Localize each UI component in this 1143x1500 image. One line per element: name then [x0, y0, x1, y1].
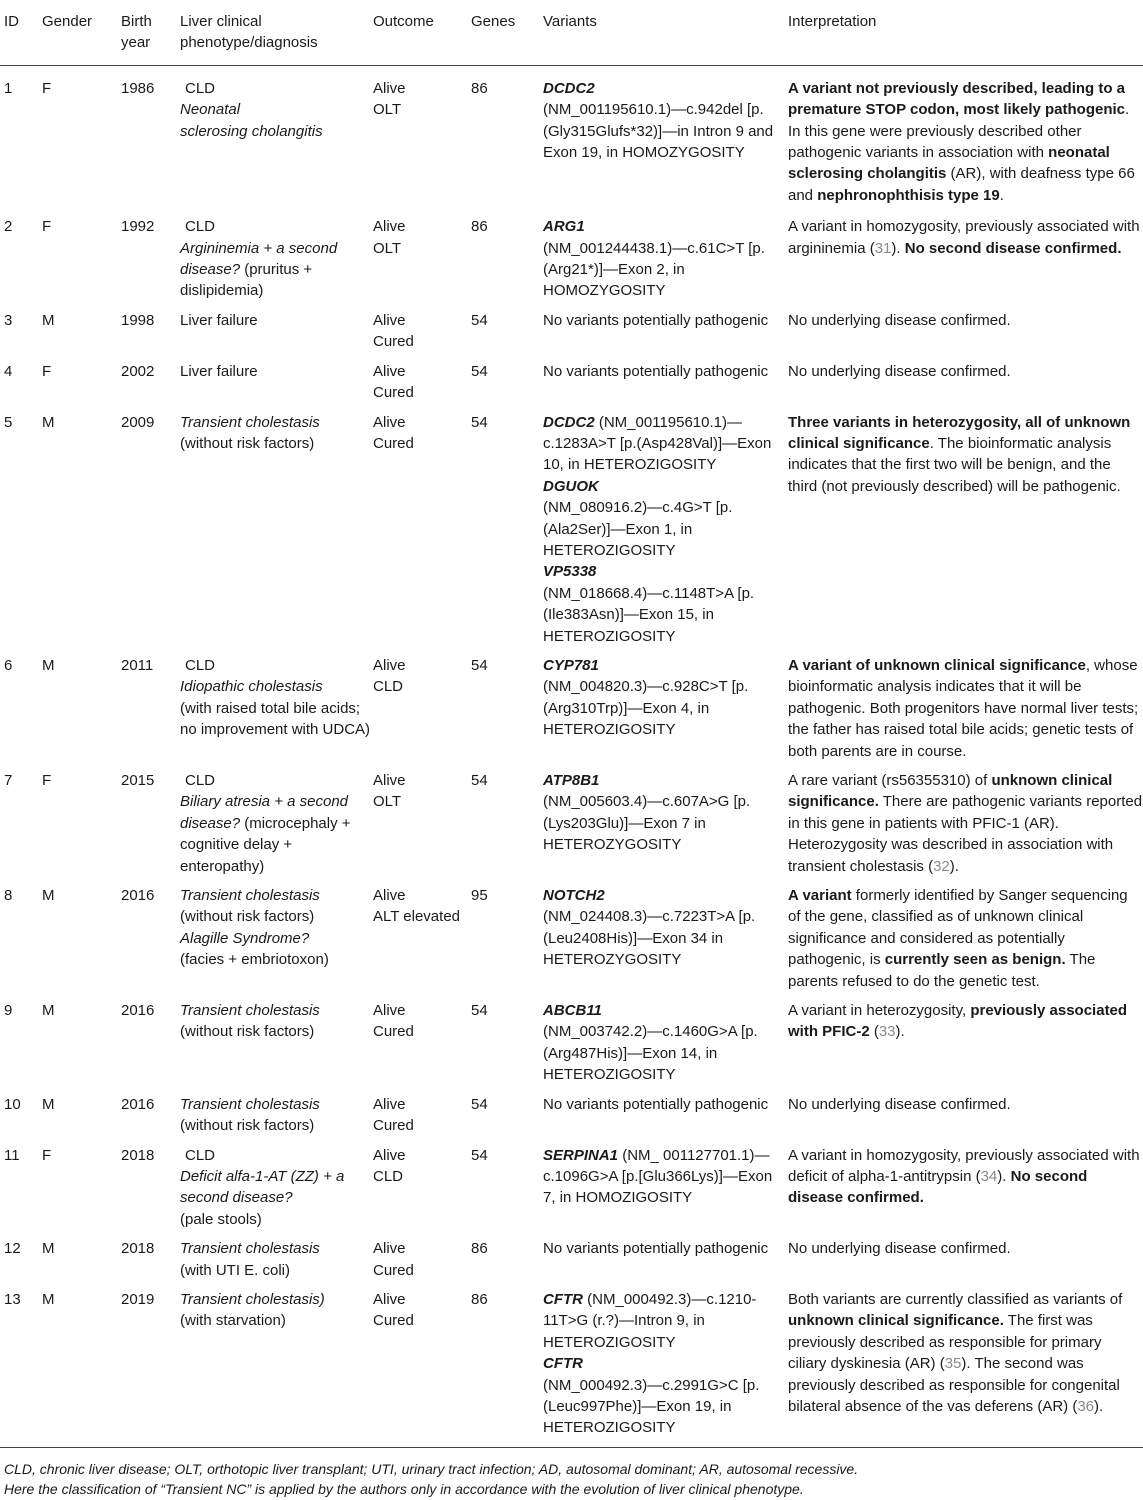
outcome-line: Alive	[373, 1290, 406, 1308]
cell-outcome	[373, 355, 471, 406]
cell-id: 7	[4, 772, 13, 789]
table-row	[0, 304, 1143, 355]
cell-genes: 86	[471, 1290, 488, 1308]
outcome-line: Alive	[373, 887, 406, 905]
reference-link[interactable]: 36	[1077, 1397, 1095, 1415]
cell-interpretation	[788, 1139, 1143, 1233]
interp-text: . In this gene were previously described other pathogenic variants in association with	[788, 101, 1130, 162]
cell-genes: 86	[471, 218, 488, 236]
variant-detail: (NM_003742.2)—c.1460G>A [p.(Arg487His)]—Exon 14, in HETEROZIGOSITY	[543, 1023, 758, 1084]
gene-symbol: ARG1	[543, 218, 585, 236]
gene-symbol: DCDC2	[543, 79, 595, 97]
cell-gender: F	[42, 772, 52, 789]
cell-id: 10	[4, 1095, 21, 1113]
table-row	[0, 764, 1143, 879]
variant-detail: (NM_018668.4)—c.1148T>A [p.(Ile383Asn)]—Exon 15, in HETEROZIGOSITY	[543, 584, 755, 645]
phenotype-line: Liver failure	[180, 311, 258, 329]
cell-variants	[543, 210, 788, 304]
cell-birth-year: 2019	[121, 1290, 155, 1308]
outcome-line: OLT	[373, 793, 402, 811]
table-row	[0, 406, 1143, 649]
interp-bold: nephronophthisis type 19	[817, 186, 1000, 204]
header-birth-year: Birth year	[121, 13, 152, 52]
cell-birth-year: 2015	[121, 772, 155, 789]
interp-text: , whose bioinformatic analysis indicates that it will be pathogenic. Both progenitors have normal liver tests; the father has raised total bile acids; genetic tests of both parents are in course.	[788, 656, 1139, 760]
cell-variants	[543, 65, 788, 210]
outcome-line: ALT elevated	[373, 908, 461, 926]
gene-symbol: NOTCH2	[543, 887, 605, 905]
phenotype-line: (microcephaly + cognitive delay + enteropathy)	[180, 814, 351, 875]
cell-variants	[543, 764, 788, 879]
cell-outcome	[373, 304, 471, 355]
cell-interpretation: No underlying disease confirmed.	[788, 1240, 1011, 1258]
outcome-line: Cured	[373, 434, 414, 452]
cell-outcome	[373, 210, 471, 304]
gene-symbol: CYP781	[543, 656, 599, 674]
phenotype-line: (without risk factors)	[180, 1117, 315, 1135]
cell-variants: No variants potentially pathogenic	[543, 311, 769, 329]
header-genes: Genes	[471, 13, 516, 30]
interp-text: The parents refused to do the genetic test.	[788, 951, 1096, 990]
cell-interpretation	[788, 65, 1143, 210]
cell-interpretation: No underlying disease confirmed.	[788, 311, 1011, 329]
interp-text: formerly identified by Sanger sequencing of the gene, classified as of unknown clinical significance and considered as potentially pathogenic, is	[788, 887, 1128, 969]
cell-gender: F	[42, 362, 52, 380]
cell-variants	[543, 994, 788, 1088]
cell-interpretation: No underlying disease confirmed.	[788, 1095, 1011, 1113]
interp-text: ). The second was previously described as responsible for congenital bilateral absence of the vas deferens (AR) (	[788, 1355, 1120, 1415]
interp-text: ).	[891, 239, 905, 257]
header-interpretation: Interpretation	[788, 13, 877, 30]
cell-id: 11	[4, 1146, 20, 1164]
cell-interpretation	[788, 406, 1143, 649]
cell-id: 4	[4, 362, 13, 380]
cell-variants	[543, 879, 788, 994]
cell-id: 5	[4, 413, 13, 431]
table-row	[0, 65, 1143, 210]
cell-variants	[543, 649, 788, 764]
outcome-line: Alive	[373, 656, 406, 674]
interp-text: (	[869, 1023, 879, 1041]
cell-id: 2	[4, 218, 13, 236]
cell-id: 12	[4, 1240, 21, 1258]
table-row	[0, 994, 1143, 1088]
phenotype-line: sclerosing cholangitis	[180, 122, 323, 140]
interp-bold: A variant not previously described, leading to a premature STOP codon, most likely pathogenic	[788, 79, 1126, 119]
phenotype-line: (with raised total bile acids; no improvement with UDCA)	[180, 699, 371, 739]
gene-symbol: CFTR	[543, 1290, 583, 1308]
cell-gender: M	[42, 1095, 55, 1113]
phenotype-line: Transient cholestasis	[180, 1002, 320, 1020]
reference-link[interactable]: 31	[874, 239, 892, 257]
phenotype-line: Transient cholestasis	[180, 1240, 320, 1258]
interp-bold: No second disease confirmed.	[904, 239, 1122, 257]
header-id: ID	[4, 13, 19, 30]
cell-gender: M	[42, 1240, 55, 1258]
cell-variants	[543, 1283, 788, 1447]
outcome-line: OLT	[373, 239, 402, 257]
interp-text: There are pathogenic variants reported in this gene in patients with PFIC-1 (AR). Heterozygosity was described in association with transient cholestasis (	[788, 793, 1143, 875]
cell-birth-year: 2009	[121, 413, 155, 431]
cell-interpretation	[788, 210, 1143, 304]
interp-text: ).	[949, 857, 959, 875]
cell-phenotype	[180, 1088, 373, 1139]
header-gender: Gender	[42, 13, 93, 30]
cell-genes: 54	[471, 362, 488, 380]
header-row	[0, 0, 1143, 65]
interp-text: A rare variant (rs56355310) of	[788, 772, 992, 789]
variant-detail: (NM_024408.3)—c.7223T>A [p.(Leu2408His)]—Exon 34 in HETEROZYGOSITY	[543, 908, 756, 969]
cell-birth-year: 2018	[121, 1240, 155, 1258]
cell-outcome	[373, 879, 471, 994]
cell-outcome	[373, 649, 471, 764]
outcome-line: OLT	[373, 101, 402, 119]
cell-gender: M	[42, 887, 55, 905]
table-row	[0, 1232, 1143, 1283]
interp-text: A variant in homozygosity, previously associated with argininemia (	[788, 218, 1140, 257]
cell-interpretation: No underlying disease confirmed.	[788, 362, 1011, 380]
variant-detail: (NM_ 001127701.1)—c.1096G>A [p.[Glu366Lys)]—Exon 7, in HOMOZIGOSITY	[543, 1146, 773, 1207]
table-row	[0, 355, 1143, 406]
variant-detail: (NM_001244438.1)—c.61C>T [p.(Arg21*)]—Exon 2, in HOMOZYGOSITY	[543, 239, 765, 300]
cell-variants: No variants potentially pathogenic	[543, 1095, 769, 1113]
variant-detail: (NM_001195610.1)—c.1283A>T [p.(Asp428Val)]—Exon 10, in HETEROZIGOSITY	[543, 413, 772, 474]
reference-link[interactable]: 35	[944, 1355, 962, 1373]
footnote-abbreviations: CLD, chronic liver disease; OLT, orthotopic liver transplant; UTI, urinary tract infection; AD, autosomal dominant; AR, autosomal recessive.	[4, 1460, 859, 1477]
phenotype-line: (with UTI E. coli)	[180, 1261, 291, 1279]
cell-outcome	[373, 1232, 471, 1283]
reference-link[interactable]: 32	[933, 857, 950, 875]
cell-genes: 54	[471, 772, 488, 789]
phenotype-line: Transient cholestasis	[180, 1095, 320, 1113]
table-row	[0, 1139, 1143, 1233]
phenotype-line: CLD	[185, 1146, 216, 1164]
variant-detail: (NM_001195610.1)—c.942del [p. (Gly315Glufs*32)]—in Intron 9 and Exon 19, in HOMOZYGOSITY	[543, 101, 774, 162]
cell-phenotype	[180, 65, 373, 210]
phenotype-line: Liver failure	[180, 362, 258, 380]
outcome-line: Alive	[373, 1002, 406, 1020]
table-row	[0, 1283, 1143, 1447]
cell-outcome	[373, 1139, 471, 1233]
outcome-line: Cured	[373, 1117, 414, 1135]
cell-gender: M	[42, 656, 55, 674]
reference-link[interactable]: 33	[878, 1023, 896, 1041]
cell-phenotype	[180, 764, 373, 879]
gene-symbol: DGUOK	[543, 477, 599, 495]
interp-text: . The bioinformatic analysis indicates that the first two will be benign, and the third (not previously described) will be pathogenic.	[788, 434, 1121, 495]
phenotype-line: CLD	[185, 656, 216, 674]
cell-gender: M	[42, 1290, 55, 1308]
cell-gender: F	[42, 1146, 52, 1164]
phenotype-line: Deficit alfa-1-AT (ZZ) + a second disease?	[180, 1167, 345, 1207]
outcome-line: Alive	[373, 362, 406, 380]
cell-variants	[543, 406, 788, 649]
cell-interpretation	[788, 879, 1143, 994]
phenotype-line: Biliary atresia + a second disease?	[180, 793, 349, 832]
cell-id: 1	[4, 79, 13, 97]
interp-bold: neonatal sclerosing cholangitis	[788, 144, 1110, 183]
cell-phenotype	[180, 1283, 373, 1447]
cell-outcome	[373, 764, 471, 879]
variant-detail: (NM_004820.3)—c.928C>T [p.(Arg310Trp)]—Exon 4, in HETEROZIGOSITY	[543, 678, 749, 739]
interp-bold: unknown clinical significance.	[788, 772, 1113, 811]
outcome-line: Alive	[373, 218, 406, 236]
table-header	[0, 0, 1143, 65]
cell-phenotype	[180, 406, 373, 649]
table-row	[0, 1088, 1143, 1139]
interp-text: A variant in heterozygosity,	[788, 1002, 971, 1020]
variant-detail: (NM_080916.2)—c.4G>T [p.(Ala2Ser)]—Exon 1, in HETEROZIGOSITY	[543, 499, 733, 559]
outcome-line: Alive	[373, 1095, 406, 1113]
cell-outcome	[373, 1088, 471, 1139]
phenotype-line: Transient cholestasis	[180, 413, 320, 431]
outcome-line: Cured	[373, 1312, 414, 1330]
outcome-line: CLD	[373, 1167, 404, 1185]
interp-text: The first was previously described as responsible for primary ciliary dyskinesia (AR) (	[788, 1312, 1102, 1373]
cell-genes: 54	[471, 311, 488, 329]
cell-id: 3	[4, 311, 13, 329]
cell-phenotype	[180, 649, 373, 764]
cell-genes: 54	[471, 1146, 488, 1164]
gene-symbol: ATP8B1	[543, 772, 600, 789]
cell-id: 13	[4, 1290, 21, 1308]
phenotype-line: Transient cholestasis)	[180, 1290, 325, 1308]
interp-text: ).	[997, 1167, 1011, 1185]
cell-birth-year: 1998	[121, 311, 155, 329]
table-row	[0, 210, 1143, 304]
interp-text: A variant in homozygosity, previously associated with deficit of alpha-1-antitrypsin (	[788, 1146, 1140, 1185]
cell-variants	[543, 1139, 788, 1233]
cell-interpretation	[788, 764, 1143, 879]
variant-detail: (NM_000492.3)—c.1210-11T>G (r.?)—Intron 9, in HETEROZIGOSITY	[543, 1290, 757, 1351]
outcome-line: Cured	[373, 384, 414, 402]
cell-birth-year: 2016	[121, 887, 155, 905]
gene-symbol: VP5338	[543, 563, 597, 581]
cell-gender: F	[42, 79, 52, 97]
cell-birth-year: 2018	[121, 1146, 155, 1164]
cell-genes: 54	[471, 413, 488, 431]
interp-bold: unknown clinical significance.	[788, 1312, 1004, 1330]
phenotype-line: (pale stools)	[180, 1210, 262, 1228]
phenotype-line: (without risk factors)	[180, 908, 315, 926]
cell-outcome	[373, 1283, 471, 1447]
cell-genes: 95	[471, 887, 488, 905]
interp-text: ).	[1094, 1397, 1104, 1415]
cell-birth-year: 1986	[121, 79, 155, 97]
cell-phenotype	[180, 879, 373, 994]
cell-interpretation	[788, 994, 1143, 1088]
gene-symbol: CFTR	[543, 1355, 583, 1373]
phenotype-line: (without risk factors)	[180, 434, 315, 452]
gene-symbol: DCDC2	[543, 413, 595, 431]
cell-phenotype	[180, 304, 373, 355]
cell-gender: F	[42, 218, 52, 236]
outcome-line: Alive	[373, 1146, 406, 1164]
interp-bold: A variant of unknown clinical significance	[788, 656, 1086, 674]
interp-bold: currently seen as benign.	[884, 951, 1066, 969]
interp-bold: A variant	[788, 887, 852, 905]
phenotype-line: (without risk factors)	[180, 1023, 315, 1041]
cell-phenotype	[180, 355, 373, 406]
interp-bold: Three variants in heterozygosity, all of unknown clinical significance	[788, 413, 1131, 452]
outcome-line: Alive	[373, 413, 406, 431]
outcome-line: CLD	[373, 678, 404, 696]
phenotype-line: Neonatal	[180, 101, 241, 119]
phenotype-line: (pruritus + dislipidemia)	[180, 261, 313, 300]
phenotype-line: CLD	[185, 772, 216, 789]
header-phenotype: Liver clinical phenotype/diagnosis	[180, 13, 318, 52]
cell-genes: 54	[471, 656, 488, 674]
interp-text: ).	[895, 1023, 905, 1041]
phenotype-line: (with starvation)	[180, 1312, 286, 1330]
cell-id: 6	[4, 656, 13, 674]
header-outcome: Outcome	[373, 13, 434, 30]
interp-text: (AR), with deafness type 66 and	[788, 165, 1135, 204]
table-body	[0, 65, 1143, 1447]
cell-birth-year: 2016	[121, 1002, 155, 1020]
interp-text: .	[999, 186, 1004, 204]
outcome-line: Cured	[373, 333, 414, 351]
footnote-classification: Here the classification of “Transient NC” is applied by the authors only in accordance with the evolution of liver clinical phenotype.	[4, 1481, 804, 1498]
cell-variants: No variants potentially pathogenic	[543, 362, 769, 380]
cell-gender: M	[42, 311, 55, 329]
gene-symbol: ABCB11	[543, 1002, 602, 1020]
outcome-line: Alive	[373, 79, 406, 97]
phenotype-line: Idiopathic cholestasis	[180, 678, 323, 696]
phenotype-line: Argininemia + a second disease?	[180, 239, 338, 279]
cell-genes: 54	[471, 1095, 488, 1113]
cell-genes: 86	[471, 79, 488, 97]
cell-outcome	[373, 994, 471, 1088]
cell-gender: M	[42, 413, 55, 431]
phenotype-line: CLD	[185, 218, 216, 236]
cell-genes: 54	[471, 1002, 488, 1020]
cell-gender: M	[42, 1002, 55, 1020]
interp-bold: No second disease confirmed.	[788, 1167, 1088, 1207]
cell-phenotype	[180, 994, 373, 1088]
outcome-line: Cured	[373, 1261, 414, 1279]
cell-id: 9	[4, 1002, 13, 1020]
cell-birth-year: 2011	[121, 656, 154, 674]
table-footnotes	[0, 1448, 1143, 1500]
cell-interpretation	[788, 1283, 1143, 1447]
table-row	[0, 649, 1143, 764]
phenotype-line: (facies + embriotoxon)	[180, 951, 329, 969]
variant-detail: (NM_005603.4)—c.607A>G [p.(Lys203Glu)]—Exon 7 in HETEROZYGOSITY	[543, 793, 751, 854]
phenotype-line: Alagille Syndrome?	[180, 929, 310, 947]
outcome-line: Alive	[373, 311, 406, 329]
cell-birth-year: 1992	[121, 218, 155, 236]
cell-genes: 86	[471, 1240, 488, 1258]
outcome-line: Cured	[373, 1023, 414, 1041]
phenotype-line: Transient cholestasis	[180, 887, 320, 905]
cell-birth-year: 2016	[121, 1095, 155, 1113]
cell-id: 8	[4, 887, 13, 905]
cell-variants: No variants potentially pathogenic	[543, 1240, 769, 1258]
cell-phenotype	[180, 1139, 373, 1233]
reference-link[interactable]: 34	[980, 1167, 998, 1185]
cell-birth-year: 2002	[121, 362, 155, 380]
interp-text: Both variants are currently classified as variants of	[788, 1290, 1123, 1308]
gene-symbol: SERPINA1	[543, 1146, 619, 1164]
cell-outcome	[373, 65, 471, 210]
phenotype-line: CLD	[185, 79, 216, 97]
interp-bold: previously associated with PFIC-2	[788, 1002, 1128, 1041]
outcome-line: Alive	[373, 772, 406, 789]
cell-phenotype	[180, 1232, 373, 1283]
outcome-line: Alive	[373, 1240, 406, 1258]
cell-outcome	[373, 406, 471, 649]
variant-detail: (NM_000492.3)—c.2991G>C [p.(Leuc997Phe)]—Exon 19, in HETEROZIGOSITY	[543, 1376, 760, 1437]
header-variants: Variants	[543, 13, 597, 30]
cell-phenotype	[180, 210, 373, 304]
table-row	[0, 879, 1143, 994]
cell-interpretation	[788, 649, 1143, 764]
